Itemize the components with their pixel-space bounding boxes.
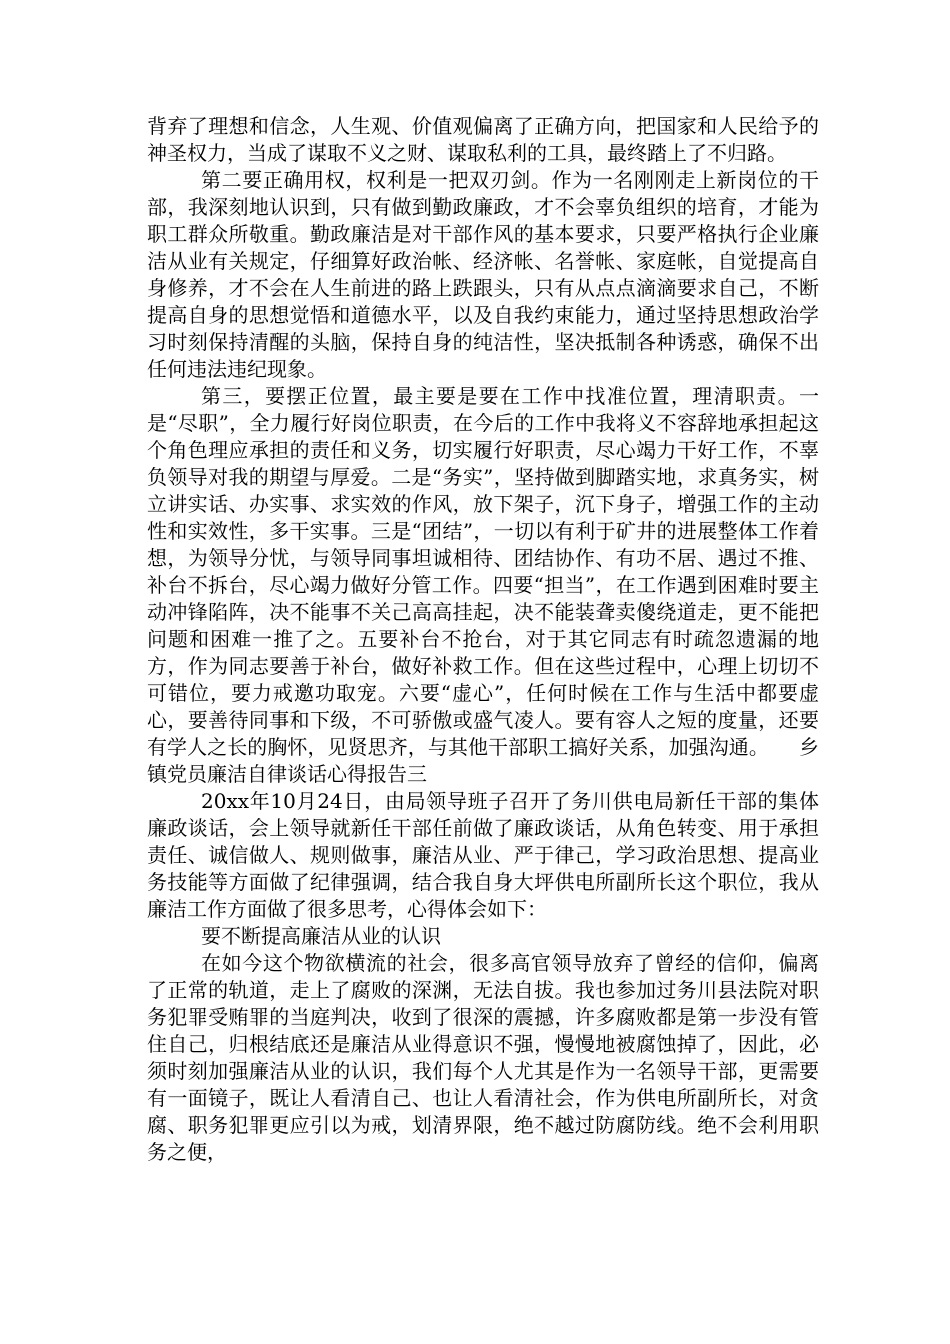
paragraph-2: 第二要正确用权，权利是一把双刃剑。作为一名刚刚走上新岗位的干部，我深刻地认识到，只有做到勤政廉政，才不会辜负组织的培育，才能为职工群众所敬重。勤政廉洁是对干部作风的基本要求，只要严格执行企业廉洁从业有关规定，仔细算好政治帐、经济帐、名誉帐、家庭帐，自觉提高自身修养，才不会在人生前进的路上跌跟头，只有从点点滴滴要求自己，不断提高自身的思想觉悟和道德水平，以及自我约束能力，通过坚持思想政治学习时刻保持清醒的头脑，保持自身的纯洁性，坚决抵制各种诱惑，确保不出任何违法违纪现象。 <box>147 168 819 381</box>
document-body <box>147 113 819 1166</box>
section-heading: 要不断提高廉洁从业的认识 <box>201 924 441 948</box>
paragraph-5: 在如今这个物欲横流的社会，很多高官领导放弃了曾经的信仰，偏离了正常的轨道，走上了腐败的深渊，无法自拔。我也参加过务川县法院对职务犯罪受贿罪的当庭判决，收到了很深的震撼，许多腐败都是第一步没有管住自己，归根结底还是廉洁从业得意识不强，慢慢地被腐蚀掉了，因此，必须时刻加强廉洁从业的认识，我们每个人尤其是作为一名领导干部，更需要有一面镜子，既让人看清自己、也让人看清社会，作为供电所副所长，对贪腐、职务犯罪更应引以为戒，划清界限，绝不越过防腐防线。绝不会利用职务之便， <box>147 951 819 1164</box>
paragraph-1: 背弃了理想和信念，人生观、价值观偏离了正确方向，把国家和人民给予的神圣权力，当成了谋取不义之财、谋取私利的工具，最终踏上了不归路。 <box>147 114 819 165</box>
paragraph-3: 第三，要摆正位置，最主要是要在工作中找准位置，理清职责。一是“尽职”，全力履行好岗位职责，在今后的工作中我将义不容辞地承担起这个角色理应承担的责任和义务，切实履行好职责，尽心竭力干好工作，不辜负领导对我的期望与厚爱。二是“务实”，坚持做到脚踏实地，求真务实，树立讲实话、办实事、求实效的作风，放下架子，沉下身子，增强工作的主动性和实效性，多干实事。三是“团结”，一切以有利于矿井的进展整体工作着想，为领导分忧，与领导同事坦诚相待、团结协作、有功不居、遇过不推、补台不拆台，尽心竭力做好分管工作。四要“担当”，在工作遇到困难时要主动冲锋陷阵，决不能事不关己高高挂起，决不能装聋卖傻绕道走，更不能把问题和困难一推了之。五要补台不抢台，对于其它同志有时疏忽遗漏的地方，作为同志要善于补台，做好补救工作。但在这些过程中，心理上切切不可错位，要力戒邀功取宠。六要“虚心”，任何时候在工作与生活中都要虚心，要善待同事和下级，不可骄傲或盛气凌人。要有容人之短的度量，还要有学人之长的胸怀，见贤思齐，与其他干部职工搞好关系，加强沟通。 乡镇党员廉洁自律谈话心得报告三 <box>147 384 819 786</box>
paragraph-4: 20xx年10月24日，由局领导班子召开了务川供电局新任干部的集体廉政谈话，会上领导就新任干部任前做了廉政谈话，从角色转变、用于承担责任、诚信做人、规则做事，廉洁从业、严于律己，学习政治思想、提高业务技能等方面做了纪律强调，结合我自身大坪供电所副所长这个职位，我从廉洁工作方面做了很多思考，心得体会如下： <box>147 789 819 921</box>
